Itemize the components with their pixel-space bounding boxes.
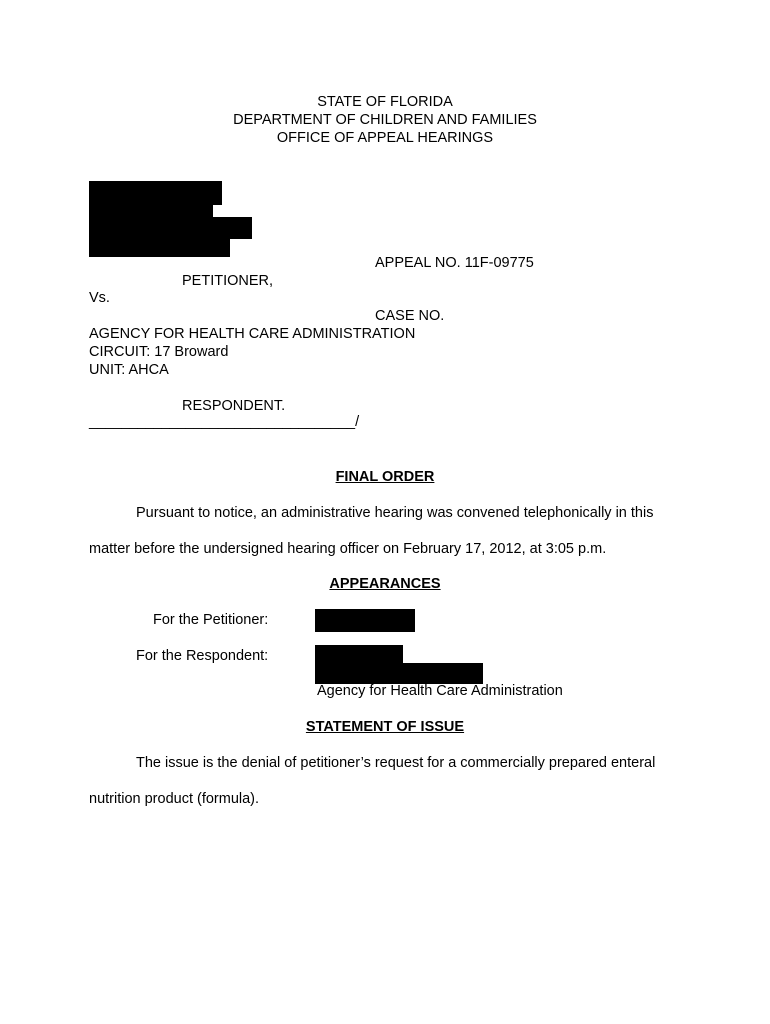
redaction-bar <box>89 217 252 239</box>
versus-label: Vs. <box>89 290 110 306</box>
redaction-bar <box>89 237 230 257</box>
redaction-bar <box>89 181 222 205</box>
respondent-agency-appearance: Agency for Health Care Administration <box>317 683 563 699</box>
final-order-heading: FINAL ORDER <box>335 469 435 485</box>
respondent-appearance-label: For the Respondent: <box>136 648 269 664</box>
circuit-label: CIRCUIT: 17 Broward <box>89 344 229 360</box>
issue-paragraph-line2: nutrition product (formula). <box>89 791 260 807</box>
redaction-bar <box>315 645 403 665</box>
appearances-heading: APPEARANCES <box>329 576 441 592</box>
header-department: DEPARTMENT OF CHILDREN AND FAMILIES <box>233 112 537 128</box>
final-order-paragraph-line2: matter before the undersigned hearing officer on February 17, 2012, at 3:05 p.m. <box>89 541 607 557</box>
petitioner-appearance-label: For the Petitioner: <box>153 612 269 628</box>
header-office: OFFICE OF APPEAL HEARINGS <box>276 130 494 146</box>
redacted-petitioner-representative <box>315 609 415 632</box>
case-number: CASE NO. <box>375 308 445 324</box>
appeal-number: APPEAL NO. 11F-09775 <box>375 255 534 271</box>
statement-of-issue-heading: STATEMENT OF ISSUE <box>305 719 465 735</box>
petitioner-label: PETITIONER, <box>182 273 274 289</box>
respondent-label: RESPONDENT. <box>182 398 286 414</box>
respondent-agency: AGENCY FOR HEALTH CARE ADMINISTRATION <box>89 326 416 342</box>
unit-label: UNIT: AHCA <box>89 362 169 378</box>
caption-rule-line: _________________________________/ <box>89 414 360 430</box>
redaction-bar <box>315 663 483 684</box>
header-state: STATE OF FLORIDA <box>317 94 453 110</box>
final-order-paragraph-line1: Pursuant to notice, an administrative hearing was convened telephonically in this <box>136 505 654 521</box>
issue-paragraph-line1: The issue is the denial of petitioner’s request for a commercially prepared enteral <box>136 755 656 771</box>
